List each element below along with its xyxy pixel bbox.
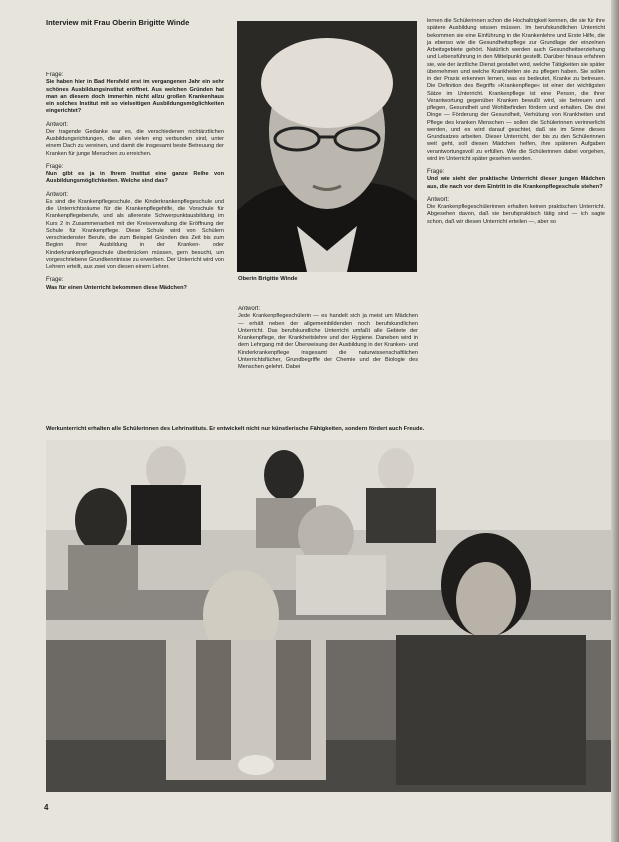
classroom-photo — [46, 440, 611, 792]
answer-1: Der tragende Gedanke war es, die verschiedenen nichtärztlichen Ausbildungsrichtungen, die allen vielen eng verbunden sind, unter einem Dach zu vereinen, und damit die insgesamt beste Betreuung der Kranken für junge Menschen zu erreichen. — [46, 128, 224, 157]
answer-label: Antwort: — [427, 196, 450, 203]
column-right — [427, 18, 605, 410]
page-edge — [611, 0, 619, 842]
column-left — [46, 72, 224, 410]
portrait-image — [237, 21, 417, 272]
answer-2: Es sind die Krankenpflegeschule, die Kinderkrankenpflegeschule und die Unterrichtsräume für die Krankenpflegehilfe, die Vorschule für Krankenpflegeberufe, und als allererste Schwerpunktausbildung im Kurs 2 in Zusammenarbeit mit der Kreisverwaltung die Eröffnung der Schule für Krankenpflege. Diese Schule wird von Schülern verschiedenster Berufe, die zum Beispiel Gründen des Zeit bis zum Beginn ihrer Ausbildung in der Kranken- oder Kinderkrankenpflegeschule überbrücken müssen, gern besucht, um vorgeschriebene Grundkenntnisse zu erwerben. Der Unterricht wird von Lehrern erteilt, aus zwei von diesen einem Lehrer. — [46, 198, 224, 270]
question-3: Was für einen Unterricht bekommen diese Mädchen? — [46, 284, 187, 291]
answer-3: Jede Krankenpflegeschülerin — es handelt sich ja meist um Mädchen — erhält neben der allgemeinbildenden noch berufskundlichen Unterricht. Das berufskundliche Unterricht umfaßt alle Gebiete der Krankenpflege, der Krankheitslehre und der Hygiene. Daneben wird in dem Lehrgang mit der Überweisung der Ausbildung in der Kranken- und Kinderkrankenpflege insgesamt die naturwissenschaftlichen Unterrichtsfächer, Grundbegriffe der Chemie und der Biologie des Menschen gelehrt. Dabei — [238, 313, 418, 370]
answer-label: Antwort: — [238, 306, 261, 312]
answer-label: Antwort: — [46, 191, 69, 198]
portrait-photo — [237, 21, 417, 272]
question-label: Frage: — [46, 277, 64, 284]
question-label: Frage: — [427, 169, 445, 175]
question-label: Frage: — [46, 72, 64, 78]
question-2: Nun gibt es ja in Ihrem Institut eine ganze Reihe von Ausbildungsmöglichkeiten. Welche sind das? — [46, 171, 224, 185]
question-1: Sie haben hier in Bad Hersfeld erst im vergangenen Jahr ein sehr schönes Ausbildungsinstitut eröffnet. Aus welchen Gründen hat man an diesem doch immerhin nicht allzu großen Krankenhaus ein solches Institut mit so vielseitigen Ausbildungsmöglichkeiten eingerichtet? — [46, 79, 224, 115]
answer-label: Antwort: — [46, 121, 69, 128]
classroom-image — [46, 440, 611, 792]
column-middle — [238, 306, 418, 410]
portrait-caption: Oberin Brigitte Winde — [238, 276, 298, 282]
answer-3-continued: lernen die Schülerinnen schon die Hochaltrigkeit kennen, die sie für ihre spätere Ausbildung wissen müssen. Im berufskundlichen Unterricht bekommen sie eine Einführung in die Krankenlehre und Erste Hilfe, die ja ebenso wie die Gesundheitspflege zur Grundlage der einzelnen Arbeitsgebiete gehört. Natürlich werden auch Gesundheitserziehung und Lebensführung in den Mittelpunkt gestellt. Darüber hinaus erfahren sie, wie der ärztliche Dienst gestaltet wird, welche Tätigkeiten sie später übernehmen und welche Krankheiten sie zu pflegen haben. Sie sollen in der Praxis erkennen lernen, was es bedeutet, Kranke zu betreuen. Die Definition des Begriffs »Krankenpflege« ist einer der wichtigsten Sätze im Unterricht. Krankenpflege ist eine Person, die ihrer Verantwortung gegenüber Kranken bewußt wird, sie betreuen und pflegen, Gesundheit und Wohlbefinden fördern und erhalten. Die drei Dinge — Förderung der Gesundheit, Verhütung von Krankheiten und Pflege des kranken Menschen — sollen die Schülerinnen verinnerlicht werden, und es wird darauf geachtet, daß sie im Sinne dieses Grundsatzes arbeiten. Dieser Unterricht, der bis zu den Schülerinnen weit geht, soll diesen Mädchen helfen, ihre späteren Aufgaben verantwortungsvoll zu erfüllen. Wie die Schülerinnen dabei vorgehen, wird im Unterricht später gesehen werden. — [427, 18, 605, 162]
question-4: Und wie sieht der praktische Unterricht dieser jungen Mädchen aus, die nach vor dem Eintritt in die Krankenpflegeschule stehen? — [427, 176, 605, 190]
answer-4: Die Krankenpflegeschülerinnen erhalten keinen praktischen Unterricht. Abgesehen davon, daß sie berufspraktisch tätig sind — ich sagte schon, daß wir diesen Unterricht erteilen —, aber so — [427, 204, 605, 225]
question-label: Frage: — [46, 163, 64, 170]
photo-caption: Werkunterricht erhalten alle Schülerinnen des Lehrinstituts. Er entwickelt nicht nur künstlerische Fähigkeiten, sondern fördert auch Freude. — [46, 426, 425, 432]
page-number: 4 — [44, 803, 49, 812]
interview-title: Interview mit Frau Oberin Brigitte Winde — [46, 18, 190, 27]
